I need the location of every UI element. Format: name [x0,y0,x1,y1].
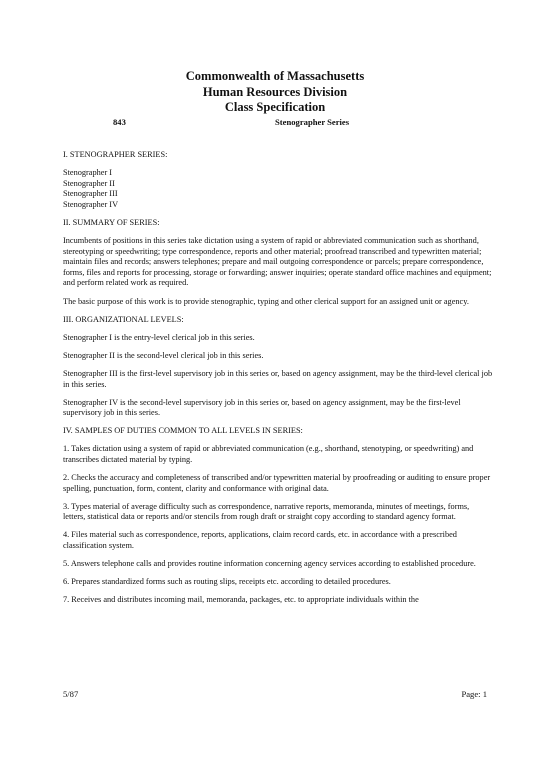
footer-page-number: Page: 1 [461,689,487,699]
series-title: Stenographer Series [275,117,350,127]
section-heading-2: II. SUMMARY OF SERIES: [63,217,160,227]
list-item: Stenographer II [63,178,115,188]
doc-title-line-1: Commonwealth of Massachusetts [185,69,365,83]
duty-paragraph: 3. Types material of average difficulty such as correspondence, narrative reports, memoranda, minutes of meetings, forms, letters, statistical data or reports and/or stencils from rough draft or straight copy according to standard agency format. [63,501,470,522]
level-paragraph: Stenographer I is the entry-level clerical job in this series. [63,332,255,342]
section-heading-1: I. STENOGRAPHER SERIES: [63,150,168,159]
section-heading-3: III. ORGANIZATIONAL LEVELS: [63,314,184,324]
duty-paragraph: 2. Checks the accuracy and completeness of transcribed and/or typewritten material by proofreading or auditing to ensure proper spelling, punctuation, form, content, clarity and conformance with original data. [63,473,491,493]
document-body [63,150,493,613]
duty-paragraph: 4. Files material such as correspondence, reports, applications, claim record cards, etc. in accordance with a prescribed classification system. [63,530,457,551]
list-item: Stenographer IV [63,199,119,209]
section-heading-4: IV. SAMPLES OF DUTIES COMMON TO ALL LEVELS IN SERIES: [63,426,303,436]
doc-title-line-2: Human Resources Division [202,85,348,99]
list-item: Stenographer III [63,189,118,199]
title-list [63,168,493,210]
level-paragraph: Stenographer III is the first-level supervisory job in this series or, based on agency assignment, may be the third-level clerical job in this series. [63,368,493,389]
level-paragraph: Stenographer IV is the second-level supervisory job in this series or, based on agency assignment, may be the first-level supervisory job in this series. [63,397,461,418]
class-code: 843 [113,117,126,127]
level-paragraph: Stenographer II is the second-level clerical job in this series. [63,350,264,360]
list-item: Stenographer I [63,168,113,178]
duty-paragraph: 1. Takes dictation using a system of rapid or abbreviated communication (e.g., shorthand, stenotyping, or speedwriting) and transcribes dictated material by typing. [63,444,474,464]
purpose-paragraph: The basic purpose of this work is to provide stenographic, typing and other clerical support for an assigned unit or agency. [63,296,469,306]
doc-title-line-3: Class Specification [224,100,326,114]
duty-paragraph: 7. Receives and distributes incoming mail, memoranda, packages, etc. to appropriate individuals within the [63,595,419,605]
summary-paragraph: Incumbents of positions in this series take dictation using a system of rapid or abbreviated communication such as shorthand, stereotyping or speedwriting; type correspondence, reports and other material; proofread transcribed and typewritten material; maintain files and records; answers telephones; prepare and mail outgoing correspondence or parcels; prepare correspondence, forms, files and reports for processing, storage or forwarding; answer inquiries; operate standard office machines and equipment; and perform related work as required. [63,236,492,288]
duty-paragraph: 6. Prepares standardized forms such as routing slips, receipts etc. according to detailed procedures. [63,577,391,587]
duty-paragraph: 5. Answers telephone calls and provides routine information concerning agency services according to established procedure. [63,559,476,569]
footer-date: 5/87 [63,689,79,699]
